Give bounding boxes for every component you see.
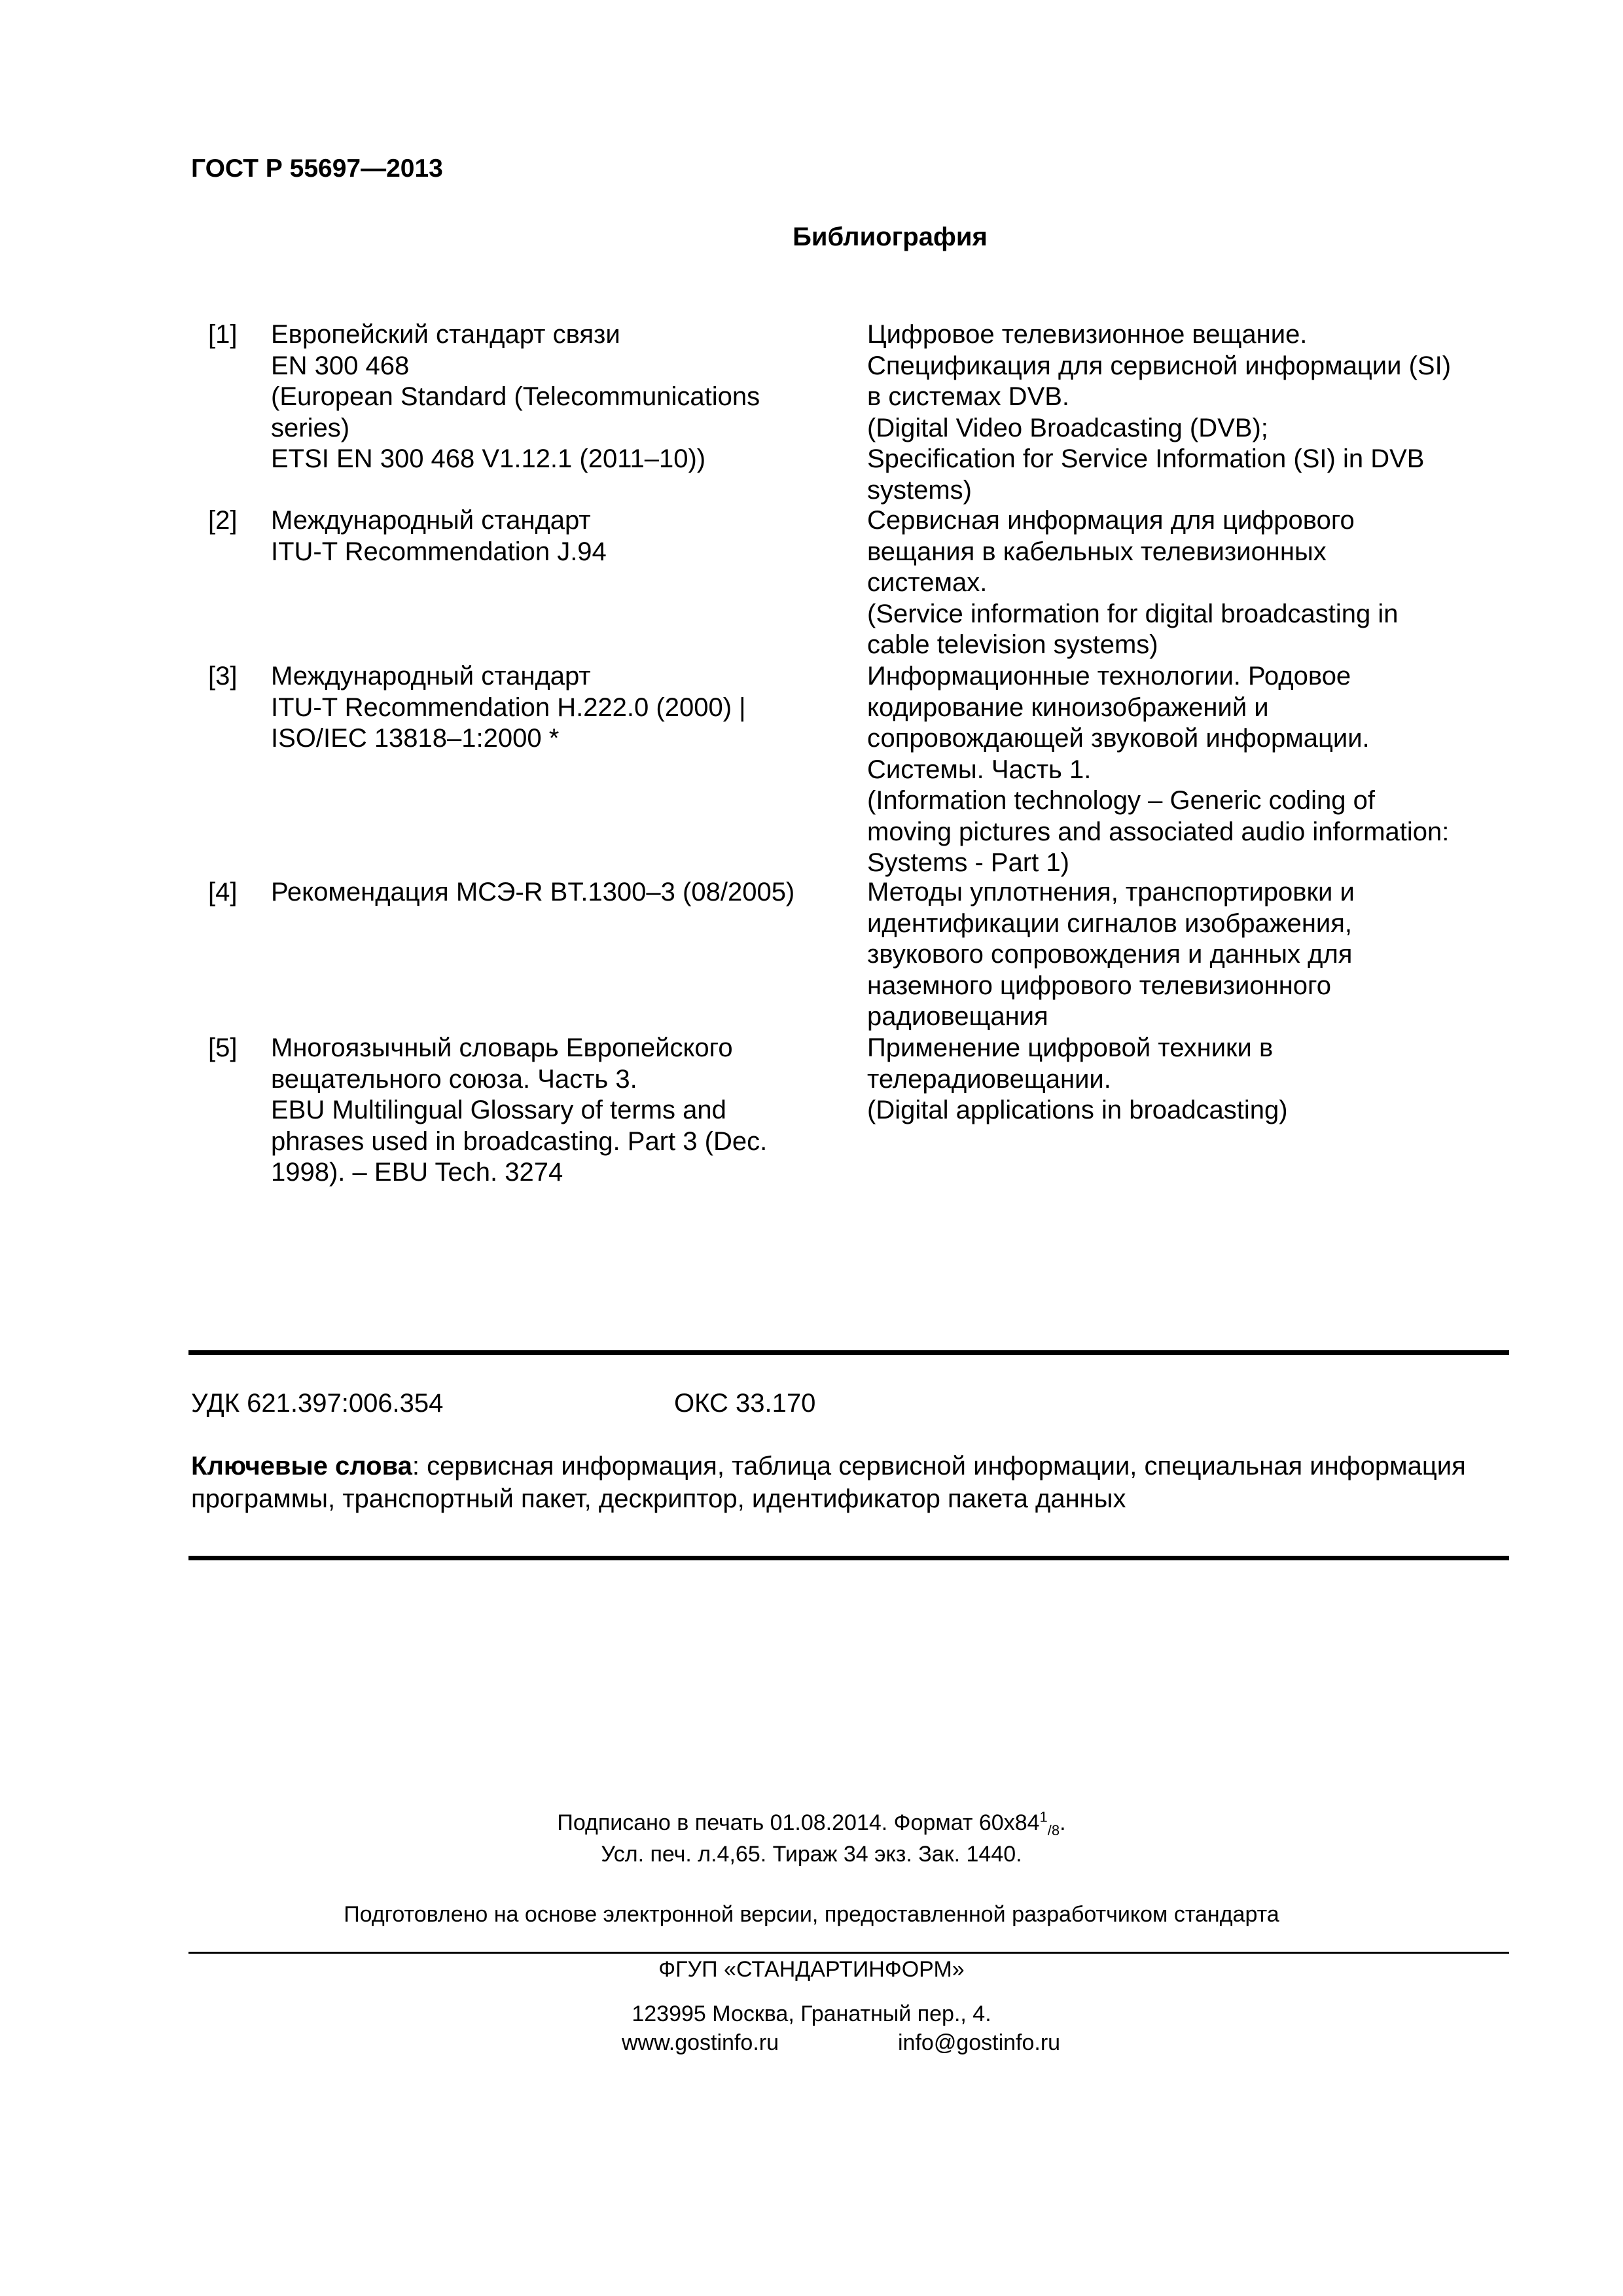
imprint-prepared: Подготовлено на основе электронной версии, предоставленной разработчиком стандарта [344,1902,1279,1927]
reference-title-line: Спецификация для сервисной информации (SI) [867,351,1452,380]
reference-source-line: ETSI EN 300 468 V1.12.1 (2011–10)) [271,444,706,473]
reference-number: [5] [208,1033,238,1062]
imprint-signed [0,1808,1623,1839]
reference-source-line: ISO/IEC 13818–1:2000 * [271,724,560,753]
reference-source-line: series) [271,413,350,442]
reference-source-line: ITU-T Recommendation H.222.0 (2000) | [271,692,746,722]
udk-code: УДК 621.397:006.354 [191,1389,444,1418]
reference-source-line: Рекомендация МСЭ-R BT.1300–3 (08/2005) [271,878,795,906]
reference-title-line: системах. [867,568,988,597]
reference-source [271,505,847,567]
reference-title-line: наземного цифрового телевизионного [867,971,1331,1000]
reference-number: [2] [208,506,238,535]
reference-source-line: Международный стандарт [271,662,591,691]
reference-source-line: вещательного союза. Часть 3. [271,1064,637,1094]
keywords-text: : сервисная информация, таблица сервисной информации, специальная информация программы, транспортный пакет, дескриптор, идентификатор пакета данных [191,1452,1466,1513]
reference-source-line: ITU-T Recommendation J.94 [271,537,607,566]
reference-source-line: 1998). – EBU Tech. 3274 [271,1158,563,1187]
reference-title-line: кодирование киноизображений и [867,692,1269,722]
reference-number: [1] [208,320,238,349]
reference-title-line: Применение цифровой техники в [867,1033,1274,1062]
publisher-address: 123995 Москва, Гранатный пер., 4. [632,2001,991,2026]
reference-source [271,1033,847,1189]
reference-title-line: сопровождающей звуковой информации. [867,724,1370,753]
reference-title-line: (Information technology – Generic coding of [867,786,1375,815]
reference-source-line: Европейский стандарт связи [271,320,620,349]
keywords [191,1450,1507,1515]
reference-title-line: systems) [867,475,972,505]
format-superscript: 1 [1039,1808,1048,1825]
website-link[interactable]: www.gostinfo.ru [622,2030,779,2055]
reference-source-line: EN 300 468 [271,351,410,380]
format-subscript: /8 [1047,1821,1060,1839]
reference-title-line: Информационные технологии. Родовое [867,662,1351,691]
divider-top [188,1350,1509,1355]
format-end: . [1060,1810,1066,1835]
reference-source [271,877,847,908]
reference-title-line: в системах DVB. [867,382,1070,411]
reference-source-line: Международный стандарт [271,506,591,535]
reference-source-line: phrases used in broadcasting. Part 3 (Dec. [271,1126,768,1156]
document-code: ГОСТ Р 55697—2013 [191,154,443,183]
reference-title-line: звукового сопровождения и данных для [867,940,1353,969]
reference-title-line: идентификации сигналов изображения, [867,908,1353,938]
reference-number: [4] [208,878,238,906]
reference-title [867,319,1508,506]
reference-title [867,661,1508,879]
divider-thin [188,1952,1509,1954]
oks-code: ОКС 33.170 [674,1389,816,1418]
publisher-name: ФГУП «СТАНДАРТИНФОРМ» [658,1957,965,1982]
reference-title-line: Systems - Part 1) [867,848,1069,877]
reference-source-line: EBU Multilingual Glossary of terms and [271,1096,726,1124]
reference-title-line: Методы уплотнения, транспортировки и [867,878,1355,906]
imprint-signed-text: Подписано в печать 01.08.2014. Формат 60x84 [557,1810,1040,1835]
divider-middle [188,1556,1509,1560]
reference-title-line: (Digital Video Broadcasting (DVB); [867,413,1268,442]
keywords-label: Ключевые слова [191,1452,412,1480]
reference-title-line: (Service information for digital broadcasting in [867,599,1399,628]
reference-title-line: вещания в кабельных телевизионных [867,537,1327,566]
reference-source-line: (European Standard (Telecommunications [271,382,760,411]
email-link[interactable]: info@gostinfo.ru [898,2030,1061,2055]
reference-source [271,661,847,755]
reference-title-line: moving pictures and associated audio information: [867,817,1450,846]
reference-source [271,319,847,475]
reference-title-line: cable television systems) [867,630,1158,659]
reference-source-line: Многоязычный словарь Европейского [271,1033,733,1062]
bibliography-title: Библиография [793,223,988,251]
reference-title-line: Specification for Service Information (SI) in DVB [867,444,1425,473]
reference-title-line: Сервисная информация для цифрового [867,506,1355,535]
reference-title-line: телерадиовещании. [867,1064,1111,1094]
reference-title [867,1033,1508,1126]
reference-title [867,505,1508,661]
reference-title-line: (Digital applications in broadcasting) [867,1096,1288,1124]
reference-title [867,877,1508,1033]
reference-title-line: Системы. Часть 1. [867,755,1092,784]
reference-title-line: Цифровое телевизионное вещание. [867,320,1308,349]
reference-number: [3] [208,662,238,691]
imprint-print-info: Усл. печ. л.4,65. Тираж 34 экз. Зак. 1440. [601,1842,1022,1867]
reference-title-line: радиовещания [867,1002,1048,1031]
